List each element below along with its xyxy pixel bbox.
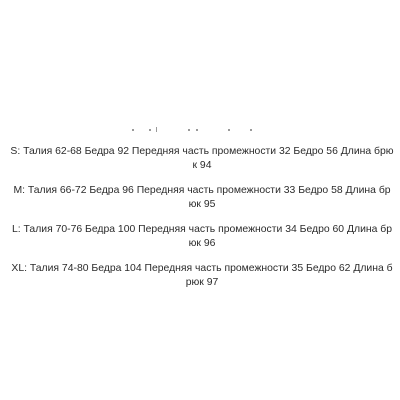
size-row-m: M: Талия 66-72 Бедра 96 Передняя часть промежности 33 Бедро 58 Длина брюк 95 <box>13 185 391 210</box>
garbled-text-fragment <box>132 126 272 134</box>
size-chart <box>10 145 394 301</box>
size-row-s: S: Талия 62-68 Бедра 92 Передняя часть промежности 32 Бедро 56 Длина брюк 94 <box>10 146 394 171</box>
size-row-l: L: Талия 70-76 Бедра 100 Передняя часть промежности 34 Бедро 60 Длина брюк 96 <box>11 224 393 249</box>
size-row-xl: XL: Талия 74-80 Бедра 104 Передняя часть промежности 35 Бедро 62 Длина брюк 97 <box>11 263 393 288</box>
